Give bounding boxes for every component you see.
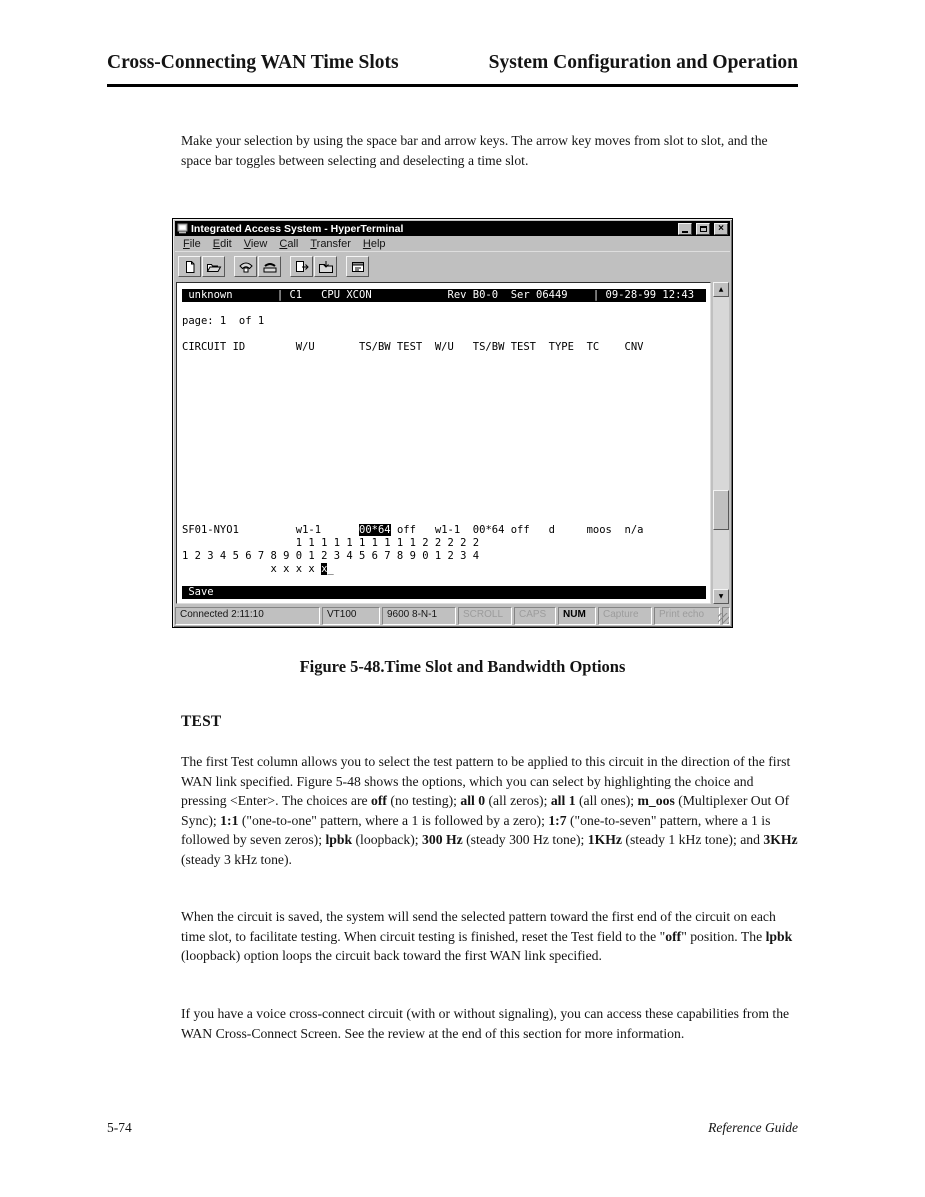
hyperterminal-window <box>172 218 733 628</box>
page-footer <box>107 1120 798 1136</box>
page-number: 5-74 <box>107 1120 132 1135</box>
status-capture: Capture <box>598 607 652 625</box>
circuit-data-row[interactable]: SF01-NYO1 w1-1 00*64 off w1-1 00*64 off d moos n/a <box>182 524 644 536</box>
terminal-gap <box>182 576 706 586</box>
intro-paragraph: Make your selection by using the space bar and arrow keys. The arrow key moves from slot to slot, and the space bar toggles between selecting and deselecting a time slot. <box>181 133 768 168</box>
terminal-blank-line <box>182 302 706 315</box>
terminal-blank-line <box>182 328 706 341</box>
menu-call[interactable]: Call <box>279 237 299 250</box>
figure-caption: Figure 5-48.Time Slot and Bandwidth Options <box>299 657 626 676</box>
timeslot-tens-row: 1 1 1 1 1 1 1 1 1 1 2 2 2 2 2 <box>182 537 480 549</box>
menu-transfer[interactable]: Transfer <box>310 237 351 250</box>
disconnect-icon <box>262 260 278 274</box>
open-icon <box>206 260 222 274</box>
new-connection-button[interactable] <box>178 256 201 277</box>
terminal-column-headers: CIRCUIT ID W/U TS/BW TEST W/U TS/BW TEST TYPE TC CNV <box>182 341 644 353</box>
scrollbar-track[interactable] <box>713 297 729 589</box>
hyperterminal-icon <box>177 223 188 234</box>
status-emulation: VT100 <box>322 607 380 625</box>
maximize-button[interactable] <box>696 223 710 235</box>
circuit-saved-paragraph: When the circuit is saved, the system will send the selected pattern toward the first end of the circuit on each time slot, to facilitate testing. When circuit testing is finished, reset the Test field to the "off" position. The lpbk (loopback) option loops the circuit back toward the first WAN link specified. <box>181 909 793 964</box>
toolbar <box>175 251 730 281</box>
header-rule <box>107 84 798 87</box>
statusbar-filler <box>722 607 730 625</box>
window-titlebar[interactable] <box>175 221 730 236</box>
header-chapter-title: Cross-Connecting WAN Time Slots <box>107 52 399 73</box>
resize-grip-icon[interactable] <box>718 613 729 624</box>
arrow-down-icon: ▼ <box>718 593 724 600</box>
timeslot-selection-row[interactable]: x x x x x_ <box>182 563 334 575</box>
window-title: Integrated Access System - HyperTerminal <box>191 222 404 235</box>
scrollbar-thumb[interactable] <box>713 490 729 530</box>
arrow-up-icon: ▲ <box>718 286 724 293</box>
properties-button[interactable] <box>346 256 369 277</box>
status-print-echo: Print echo <box>654 607 720 625</box>
terminal-empty-region <box>182 354 706 524</box>
status-num-lock: NUM <box>558 607 596 625</box>
close-button[interactable] <box>714 223 728 235</box>
menu-edit[interactable]: Edit <box>212 237 232 250</box>
test-options-paragraph: The first Test column allows you to select the test pattern to be applied to this circuit in the direction of the first WAN link specified. Figure 5-48 shows the options, which you can select by highlighting the choice and pressing <Enter>. The choices are off (no testing); all 0 (all zeros); all 1 (all ones); m_oos (Multiplexer Out Of Sync); 1:1 ("one-to-one" pattern, where a 1 is followed by a zero); 1:7 ("one-to-seven" pattern, where a 1 is followed by seven zeros); lpbk (loopback); 300 Hz (steady 300 Hz tone); 1KHz (steady 1 kHz tone); and 3KHz (steady 3 kHz tone). <box>181 754 798 867</box>
maximize-icon <box>700 226 707 232</box>
terminal-area <box>176 282 729 604</box>
status-scroll-lock: SCROLL <box>458 607 512 625</box>
send-icon <box>294 260 310 274</box>
menu-file[interactable]: File <box>183 237 201 250</box>
call-button[interactable] <box>234 256 257 277</box>
section-heading: TEST <box>181 713 222 730</box>
close-icon: × <box>718 222 724 234</box>
status-connected: Connected 2:11:10 <box>175 607 320 625</box>
receive-icon <box>318 260 334 274</box>
new-connection-icon <box>182 260 198 274</box>
status-bar <box>175 605 730 625</box>
voice-circuit-paragraph: If you have a voice cross-connect circuit (with or without signaling), you can access these capabilities from the WAN Cross-Connect Screen. See the review at the end of this section for more information. <box>181 1006 790 1041</box>
footer-book-title: Reference Guide <box>708 1120 798 1135</box>
save-bar[interactable]: Save <box>182 586 706 599</box>
scroll-up-button[interactable] <box>713 282 729 297</box>
properties-icon <box>350 260 366 274</box>
page-header <box>107 52 798 74</box>
status-caps-lock: CAPS <box>514 607 556 625</box>
send-button[interactable] <box>290 256 313 277</box>
scroll-down-button[interactable] <box>713 589 729 604</box>
status-baud: 9600 8-N-1 <box>382 607 456 625</box>
terminal-screen[interactable] <box>176 282 711 604</box>
call-icon <box>238 260 254 274</box>
terminal-page-line: page: 1 of 1 <box>182 315 265 327</box>
open-button[interactable] <box>202 256 225 277</box>
receive-button[interactable] <box>314 256 337 277</box>
timeslot-ones-row: 1 2 3 4 5 6 7 8 9 0 1 2 3 4 5 6 7 8 9 0 1 2 3 4 <box>182 550 480 562</box>
minimize-button[interactable] <box>678 223 692 235</box>
vertical-scrollbar[interactable] <box>713 282 729 604</box>
menu-bar <box>175 236 730 251</box>
menu-help[interactable]: Help <box>362 237 386 250</box>
terminal-status-line: unknown | C1 CPU XCON Rev B0-0 Ser 06449 | 09-28-99 12:43 <box>182 289 706 302</box>
menu-view[interactable]: View <box>243 237 268 250</box>
disconnect-button[interactable] <box>258 256 281 277</box>
header-book-section: System Configuration and Operation <box>488 52 798 73</box>
minimize-icon <box>682 231 688 233</box>
